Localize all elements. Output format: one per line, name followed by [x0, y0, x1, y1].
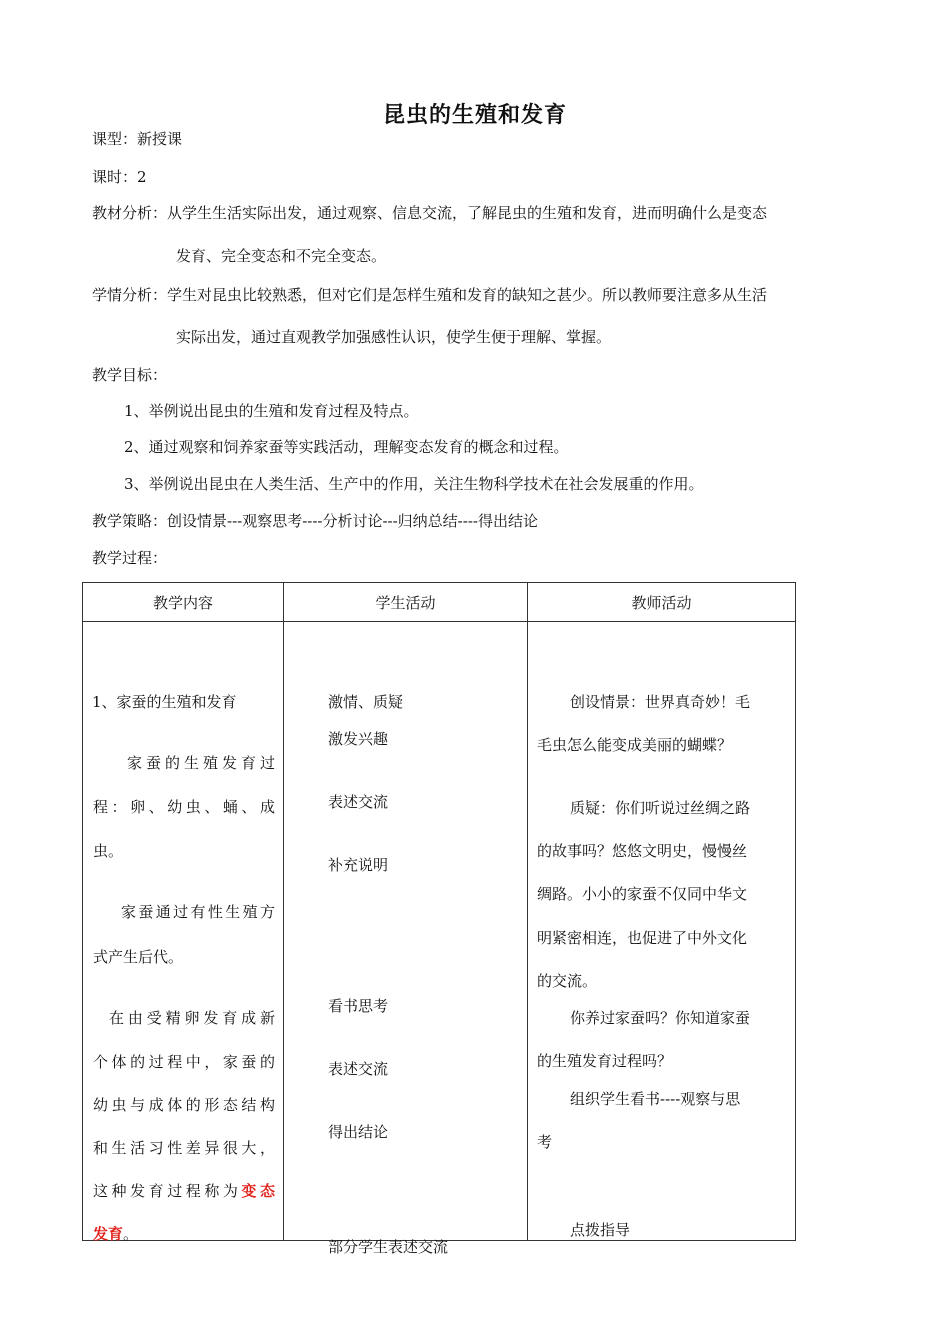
student-activity: 补充说明: [328, 856, 389, 874]
teacher-line: 点拨指导: [570, 1221, 631, 1239]
material-label: 教材分析：: [92, 204, 168, 222]
student-label: 学情分析：: [92, 286, 168, 304]
content-text: 这种发育过程称为: [93, 1182, 242, 1200]
content-line: 虫。: [93, 842, 124, 860]
content-line: 家蚕通过有性生殖方: [121, 903, 275, 921]
material-analysis: [92, 203, 767, 223]
content-line: 和生活习性差异很大，: [93, 1139, 275, 1157]
student-text-1: 学生对昆虫比较熟悉，但对它们是怎样生殖和发育的缺知之甚少。所以教师要注意多从生活: [167, 286, 768, 304]
student-activity: 表述交流: [328, 1060, 389, 1078]
table-row: [83, 622, 796, 1241]
table-header-row: [83, 583, 796, 622]
teacher-line: 绸路。小小的家蚕不仅同中华文: [537, 885, 748, 903]
key-term: 发育: [93, 1225, 124, 1243]
student-activity: 激发兴趣: [328, 730, 389, 748]
content-line: [93, 1224, 138, 1244]
teacher-line: 你养过家蚕吗？你知道家蚕: [570, 1009, 751, 1027]
student-activity: 得出结论: [328, 1123, 389, 1141]
lesson-table: [82, 582, 796, 1256]
page-title: 昆虫的生殖和发育: [382, 102, 567, 128]
content-line: 在由受精卵发育成新: [109, 1009, 275, 1027]
content-line: 个体的过程中，家蚕的: [93, 1053, 275, 1071]
content-line: [93, 1170, 275, 1214]
header-teacher: 教师活动: [528, 583, 796, 622]
content-heading: 1、家蚕的生殖和发育: [92, 693, 237, 711]
student-text-2: 实际出发，通过直观教学加强感性认识，使学生便于理解、掌握。: [176, 328, 612, 346]
teacher-line: 明紧密相连，也促进了中外文化: [537, 929, 748, 947]
teacher-cell: [528, 622, 796, 1241]
goal-item: 2、通过观察和饲养家蚕等实践活动，理解变态发育的概念和过程。: [124, 438, 569, 456]
student-activity: 激情、质疑: [328, 693, 404, 711]
student-cell: [284, 622, 528, 1256]
key-term: 变态: [241, 1182, 275, 1200]
teacher-line: 创设情景：世界真奇妙！毛: [570, 693, 751, 711]
student-activity: 表述交流: [328, 793, 389, 811]
content-line: 程：卵、幼虫、蛹、成: [93, 798, 275, 816]
student-analysis: [92, 285, 767, 305]
material-text-2: 发育、完全变态和不完全变态。: [176, 247, 387, 265]
teacher-line: 毛虫怎么能变成美丽的蝴蝶？: [537, 736, 733, 754]
content-cell: [83, 622, 284, 1241]
goal-item: 3、举例说出昆虫在人类生活、生产中的作用，关注生物科学技术在社会发展重的作用。: [124, 475, 704, 493]
teacher-line: 的交流。: [537, 972, 598, 990]
header-student: 学生活动: [284, 583, 528, 622]
teacher-line: 组织学生看书----观察与思: [570, 1090, 741, 1108]
content-line: 式产生后代。: [93, 948, 184, 966]
header-content: 教学内容: [83, 583, 284, 622]
teacher-line: 考: [537, 1133, 553, 1151]
lesson-hours: 课时：2: [92, 168, 147, 186]
content-line: 家蚕的生殖发育过: [127, 754, 275, 772]
lesson-type: 课型：新授课: [92, 130, 183, 148]
content-line: 幼虫与成体的形态结构: [93, 1096, 275, 1114]
content-text: 。: [123, 1225, 139, 1243]
material-text-1: 从学生生活实际出发，通过观察、信息交流，了解昆虫的生殖和发育，进而明确什么是变态: [167, 204, 768, 222]
teacher-line: 质疑：你们听说过丝绸之路: [570, 799, 751, 817]
goal-item: 1、举例说出昆虫的生殖和发育过程及特点。: [124, 402, 419, 420]
teacher-line: 的生殖发育过程吗？: [537, 1052, 673, 1070]
teacher-line: 的故事吗？悠悠文明史，慢慢丝: [537, 842, 748, 860]
teaching-strategy: 教学策略：创设情景---观察思考----分析讨论---归纳总结----得出结论: [92, 512, 538, 530]
student-activity: 看书思考: [328, 997, 389, 1015]
student-activity: 部分学生表述交流: [328, 1238, 449, 1256]
process-label: 教学过程：: [92, 549, 168, 567]
goals-label: 教学目标：: [92, 366, 168, 384]
